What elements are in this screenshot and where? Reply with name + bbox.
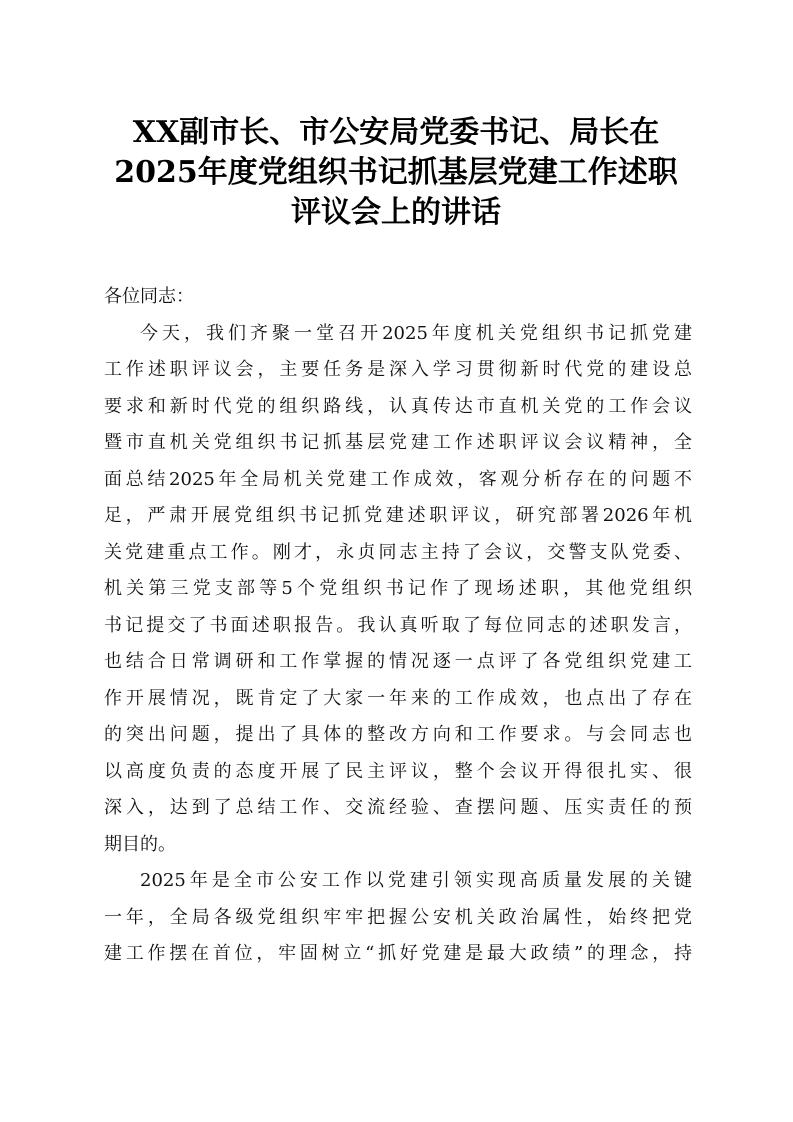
- text-line: 2025年是全市公安工作以党建引领实现高质量发展的关键: [140, 870, 692, 891]
- title-line: 2025年度党组织书记抓基层党建工作述职: [114, 155, 678, 190]
- title-line: XX副市长、市公安局党委书记、局长在: [132, 115, 660, 150]
- text-line: 面总结2025年全局机关党建工作成效，客观分析存在的问题不: [104, 468, 692, 490]
- text-line: 今天，我们齐聚一堂召开2025年度机关党组织书记抓党建: [140, 322, 692, 344]
- text-line: 暨市直机关党组织书记抓基层党建工作述职评议会议精神，全: [104, 432, 692, 453]
- text-line: 以高度负责的态度开展了民主评议，整个会议开得很扎实、很: [104, 760, 692, 782]
- text-line: 也结合日常调研和工作掌握的情况逐一点评了各党组织党建工: [104, 651, 692, 672]
- text-line: 足，严肃开展党组织书记抓党建述职评议，研究部署2026年机: [104, 505, 692, 526]
- text-line: 建工作摆在首位，牢固树立“抓好党建是最大政绩”的理念，持: [104, 943, 692, 964]
- text-line: 的突出问题，提出了具体的整改方向和工作要求。与会同志也: [104, 724, 692, 745]
- text-line: 要求和新时代党的组织路线，认真传达市直机关党的工作会议: [104, 395, 692, 417]
- text-line: 作开展情况，既肯定了大家一年来的工作成效，也点出了存在: [104, 687, 692, 709]
- text-line: 机关第三党支部等5个党组织书记作了现场述职，其他党组织: [104, 578, 692, 599]
- text-line: 深入，达到了总结工作、交流经验、查摆问题、压实责任的预: [104, 797, 692, 818]
- document-title: [96, 113, 696, 233]
- salutation: 各位同志：: [104, 286, 194, 307]
- title-line: 评议会上的讲话: [291, 195, 501, 230]
- text-line: 期目的。: [104, 833, 176, 855]
- paragraph-2: [104, 863, 692, 973]
- text-line: 工作述职评议会，主要任务是深入学习贯彻新时代党的建设总: [104, 359, 692, 380]
- text-line: 一年，全局各级党组织牢牢把握公安机关政治属性，始终把党: [104, 906, 692, 928]
- text-line: 书记提交了书面述职报告。我认真听取了每位同志的述职发言，: [104, 614, 692, 636]
- paragraph-1: [104, 316, 692, 864]
- text-line: 关党建重点工作。刚才，永贞同志主持了会议，交警支队党委、: [104, 541, 692, 563]
- document-body: [104, 279, 692, 973]
